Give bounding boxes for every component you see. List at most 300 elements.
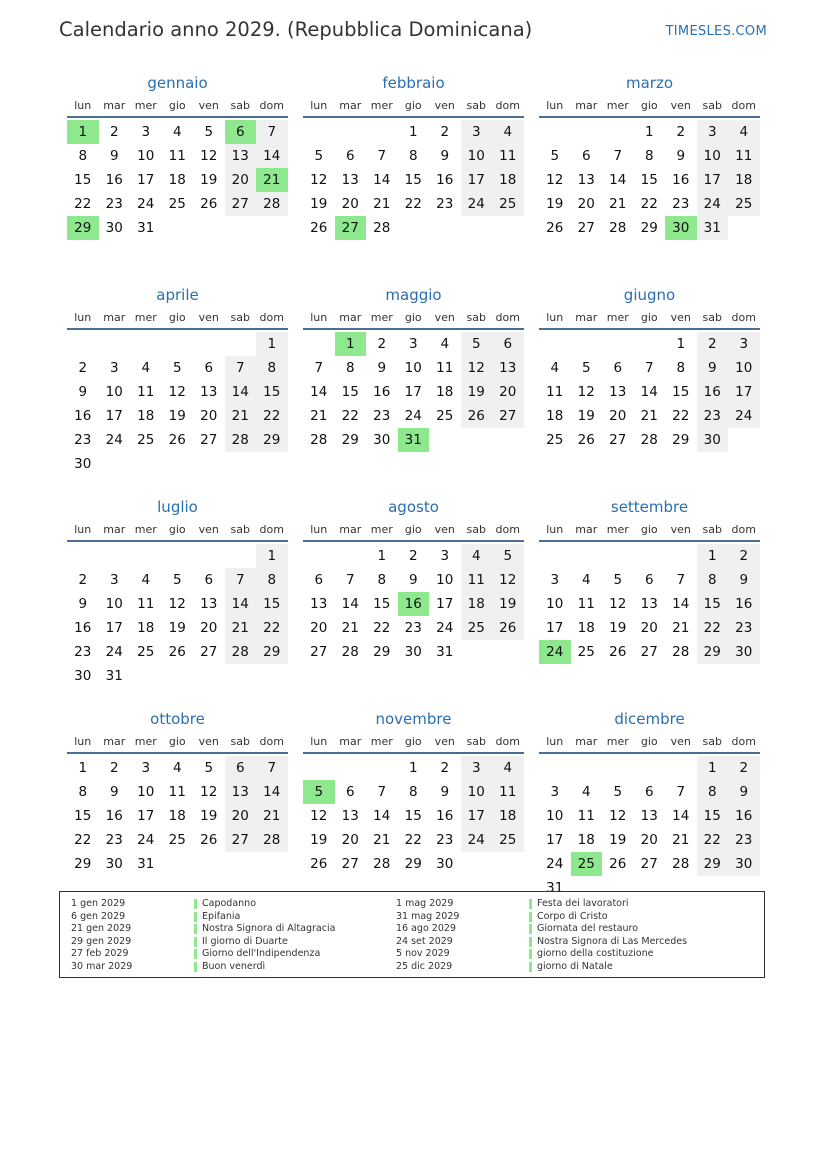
day-cell: 8 [78,784,88,800]
weekend-day: 2 [697,332,729,356]
day-cell: 13 [341,172,359,188]
day-cell: 9 [377,360,387,376]
legend-holiday-name: Nostra Signora di Altagracia [194,923,335,936]
weekend-day: 1 [697,756,729,780]
weekday-label: sab [466,735,486,748]
day-cell: 13 [609,384,627,400]
weekend-day: 15 [256,380,288,404]
day-cell: 28 [609,220,627,236]
legend-holiday-name: Epifania [194,911,335,924]
weekday-label: lun [546,735,564,748]
weekday-header [303,732,524,754]
legend-date: 5 nov 2029 [396,948,450,959]
day-cell: 31 [546,880,564,896]
day-cell: 18 [436,384,454,400]
day-cell: 18 [168,172,186,188]
weekend-day: 1 [697,544,729,568]
empty-cell [634,332,666,356]
legend-holiday-name: giorno della costituzione [529,948,687,961]
day-cell: 6 [644,784,654,800]
empty-cell [602,544,634,568]
weekend-day: 16 [697,380,729,404]
empty-cell [634,756,666,780]
day-cell: 16 [74,408,92,424]
day-cell: 2 [440,124,450,140]
day-cell: 1 [676,336,686,352]
weekend-day: 25 [492,828,524,852]
weekday-label: ven [670,99,691,112]
day-cell: 23 [436,196,454,212]
weekend-day: 10 [461,780,493,804]
day-cell: 20 [640,620,658,636]
holiday-day: 21 [256,168,288,192]
weekend-day: 4 [728,120,760,144]
day-cell: 15 [404,172,422,188]
weekend-day: 15 [697,804,729,828]
weekend-day: 28 [225,428,257,452]
days-grid [539,544,760,664]
weekday-label: dom [731,523,756,536]
weekday-label: lun [546,523,564,536]
empty-cell [634,544,666,568]
weekday-label: gio [168,99,186,112]
weekend-day: 20 [492,380,524,404]
day-cell: 22 [373,620,391,636]
weekend-day: 29 [256,640,288,664]
days-grid [67,544,288,688]
day-cell: 5 [172,572,182,588]
empty-cell [539,332,571,356]
legend-date: 1 mag 2029 [396,898,454,909]
day-cell: 18 [546,408,564,424]
month-name: luglio [157,498,198,516]
day-cell: 14 [640,384,658,400]
day-cell: 5 [613,784,623,800]
weekend-day: 11 [461,568,493,592]
weekday-label: mer [606,311,629,324]
day-cell: 26 [200,196,218,212]
day-cell: 13 [640,808,658,824]
day-cell: 9 [109,784,119,800]
weekday-header [303,308,524,330]
day-cell: 27 [609,432,627,448]
page-title: Calendario anno 2029. (Repubblica Dominicana) [59,18,533,41]
day-cell: 1 [377,548,387,564]
day-cell: 7 [377,784,387,800]
empty-cell [303,120,335,144]
weekend-day: 27 [225,192,257,216]
day-cell: 1 [408,760,418,776]
day-cell: 31 [137,220,155,236]
day-cell: 22 [404,832,422,848]
weekday-label: ven [434,735,455,748]
day-cell: 2 [109,124,119,140]
legend-holiday-name: Giorno dell'Indipendenza [194,948,335,961]
day-cell: 24 [105,432,123,448]
weekend-day: 11 [492,144,524,168]
weekend-day: 9 [697,356,729,380]
weekday-label: ven [198,523,219,536]
day-cell: 28 [672,644,690,660]
month-name: novembre [375,710,452,728]
day-cell: 16 [672,172,690,188]
day-cell: 27 [200,432,218,448]
day-cell: 15 [404,808,422,824]
day-cell: 26 [609,644,627,660]
legend-holiday-name: Capodanno [194,898,335,911]
empty-cell [225,332,257,356]
empty-cell [539,756,571,780]
empty-cell [571,756,603,780]
weekend-day: 27 [492,404,524,428]
weekend-day: 21 [225,404,257,428]
legend-date: 29 gen 2029 [71,935,132,947]
day-cell: 8 [644,148,654,164]
day-cell: 9 [109,148,119,164]
day-cell: 18 [577,620,595,636]
day-cell: 9 [78,384,88,400]
day-cell: 12 [577,384,595,400]
day-cell: 4 [581,784,591,800]
holiday-day: 6 [225,120,257,144]
day-cell: 20 [609,408,627,424]
weekend-day: 4 [492,756,524,780]
weekend-day: 24 [697,192,729,216]
day-cell: 24 [436,620,454,636]
weekday-label: lun [546,99,564,112]
site-link[interactable]: TIMESLES.COM [665,24,767,39]
day-cell: 28 [310,432,328,448]
weekend-day: 16 [728,592,760,616]
legend-dates-col-1 [71,898,132,973]
day-cell: 17 [546,832,564,848]
weekend-day: 26 [461,404,493,428]
day-cell: 30 [105,220,123,236]
weekend-day: 23 [697,404,729,428]
day-cell: 20 [200,408,218,424]
day-cell: 5 [314,148,324,164]
weekday-label: gio [404,99,422,112]
day-cell: 7 [345,572,355,588]
weekend-day: 19 [461,380,493,404]
month-name: settembre [610,498,689,516]
day-cell: 25 [137,644,155,660]
day-cell: 19 [609,832,627,848]
day-cell: 11 [577,808,595,824]
weekday-label: mer [370,99,393,112]
day-cell: 29 [672,432,690,448]
empty-cell [602,120,634,144]
legend-date: 16 ago 2029 [396,923,456,934]
day-cell: 29 [404,856,422,872]
weekend-day: 6 [492,332,524,356]
legend-names-col-1 [194,898,335,973]
weekday-label: dom [495,99,520,112]
empty-cell [162,332,194,356]
day-cell: 9 [440,784,450,800]
weekday-label: mer [370,311,393,324]
weekend-day: 8 [256,356,288,380]
weekday-label: gio [640,311,658,324]
month-febbraio [303,70,524,282]
weekday-label: sab [230,523,250,536]
days-grid [303,120,524,240]
empty-cell [665,544,697,568]
empty-cell [99,544,131,568]
empty-cell [539,544,571,568]
weekend-day: 7 [225,356,257,380]
empty-cell [571,332,603,356]
day-cell: 28 [341,644,359,660]
day-cell: 14 [373,808,391,824]
day-cell: 6 [314,572,324,588]
weekday-label: dom [731,99,756,112]
weekend-day: 22 [256,404,288,428]
day-cell: 22 [672,408,690,424]
weekday-label: sab [466,99,486,112]
day-cell: 23 [373,408,391,424]
weekend-day: 22 [697,828,729,852]
weekend-day: 30 [728,852,760,876]
weekday-label: mar [339,99,362,112]
day-cell: 19 [168,408,186,424]
weekend-day: 21 [225,616,257,640]
day-cell: 14 [672,596,690,612]
month-name: aprile [156,286,199,304]
weekday-header [67,520,288,542]
day-cell: 19 [168,620,186,636]
day-cell: 1 [78,760,88,776]
day-cell: 12 [609,596,627,612]
day-cell: 16 [436,808,454,824]
month-marzo [539,70,760,282]
day-cell: 6 [581,148,591,164]
month-gennaio [67,70,288,282]
weekend-day: 15 [697,592,729,616]
day-cell: 12 [546,172,564,188]
days-grid [67,120,288,240]
weekend-day: 3 [728,332,760,356]
day-cell: 8 [408,148,418,164]
day-cell: 30 [404,644,422,660]
day-cell: 4 [172,124,182,140]
day-cell: 4 [141,572,151,588]
legend-holiday-name: Festa dei lavoratori [529,898,687,911]
holiday-day: 30 [665,216,697,240]
day-cell: 12 [168,384,186,400]
day-cell: 8 [377,572,387,588]
weekend-day: 14 [256,780,288,804]
day-cell: 18 [168,808,186,824]
weekday-label: lun [74,311,92,324]
weekday-label: mar [103,311,126,324]
day-cell: 1 [644,124,654,140]
day-cell: 10 [546,808,564,824]
day-cell: 18 [137,408,155,424]
holiday-legend [59,891,765,978]
weekday-header [67,96,288,118]
weekday-header [539,520,760,542]
weekend-day: 22 [697,616,729,640]
days-grid [303,756,524,876]
weekend-day: 1 [256,544,288,568]
weekday-label: sab [702,735,722,748]
day-cell: 19 [310,196,328,212]
day-cell: 26 [168,644,186,660]
day-cell: 30 [74,456,92,472]
weekend-day: 25 [461,616,493,640]
day-cell: 7 [676,784,686,800]
weekday-label: sab [230,311,250,324]
weekday-label: mar [575,99,598,112]
day-cell: 7 [613,148,623,164]
weekday-label: mar [103,735,126,748]
weekend-day: 24 [461,192,493,216]
weekend-day: 7 [256,120,288,144]
holiday-day: 24 [539,640,571,664]
weekday-label: mer [134,735,157,748]
month-maggio [303,282,524,494]
day-cell: 12 [200,784,218,800]
legend-holiday-name: Nostra Signora di Las Mercedes [529,936,687,949]
empty-cell [130,544,162,568]
month-name: marzo [625,74,674,92]
day-cell: 2 [109,760,119,776]
weekday-label: mar [339,311,362,324]
days-grid [303,544,524,664]
weekend-day: 20 [225,804,257,828]
day-cell: 12 [609,808,627,824]
empty-cell [225,544,257,568]
month-luglio [67,494,288,706]
months-grid [67,70,760,918]
day-cell: 19 [546,196,564,212]
day-cell: 2 [78,360,88,376]
month-agosto [303,494,524,706]
day-cell: 30 [105,856,123,872]
day-cell: 4 [141,360,151,376]
weekday-label: mer [134,523,157,536]
month-name: giugno [623,286,676,304]
weekday-label: ven [198,311,219,324]
days-grid [539,756,760,900]
weekday-label: lun [310,523,328,536]
days-grid [539,120,760,240]
month-name: gennaio [147,74,208,92]
days-grid [303,332,524,452]
day-cell: 17 [546,620,564,636]
day-cell: 6 [204,572,214,588]
day-cell: 7 [314,360,324,376]
weekend-day: 13 [492,356,524,380]
day-cell: 4 [172,760,182,776]
day-cell: 21 [640,408,658,424]
weekday-header [303,520,524,542]
day-cell: 25 [436,408,454,424]
weekend-day: 14 [225,380,257,404]
day-cell: 30 [436,856,454,872]
day-cell: 23 [74,432,92,448]
legend-date: 25 dic 2029 [396,960,453,972]
day-cell: 7 [644,360,654,376]
weekend-day: 31 [697,216,729,240]
weekend-day: 29 [256,428,288,452]
holiday-day: 29 [67,216,99,240]
weekend-day: 23 [728,616,760,640]
weekend-day: 22 [256,616,288,640]
empty-cell [303,332,335,356]
weekend-day: 4 [492,120,524,144]
weekday-label: sab [466,311,486,324]
day-cell: 11 [577,596,595,612]
weekend-day: 8 [697,568,729,592]
holiday-day: 5 [303,780,335,804]
day-cell: 30 [74,668,92,684]
weekend-day: 18 [461,592,493,616]
day-cell: 25 [168,196,186,212]
day-cell: 8 [78,148,88,164]
empty-cell [130,332,162,356]
month-name: maggio [385,286,442,304]
day-cell: 16 [105,172,123,188]
day-cell: 10 [404,360,422,376]
day-cell: 23 [105,832,123,848]
day-cell: 24 [546,856,564,872]
weekend-day: 7 [225,568,257,592]
day-cell: 9 [408,572,418,588]
day-cell: 9 [78,596,88,612]
weekend-day: 14 [256,144,288,168]
day-cell: 31 [137,856,155,872]
weekday-label: gio [168,523,186,536]
weekday-label: mar [339,523,362,536]
weekend-day: 6 [225,756,257,780]
weekend-day: 10 [697,144,729,168]
day-cell: 14 [609,172,627,188]
day-cell: 4 [550,360,560,376]
day-cell: 26 [546,220,564,236]
weekend-day: 17 [697,168,729,192]
legend-date: 24 set 2029 [396,935,453,947]
day-cell: 25 [168,832,186,848]
weekday-label: mar [339,735,362,748]
weekday-label: lun [546,311,564,324]
day-cell: 29 [341,432,359,448]
empty-cell [571,544,603,568]
holiday-day: 27 [335,216,367,240]
weekday-label: mar [103,523,126,536]
day-cell: 18 [137,620,155,636]
weekend-day: 5 [461,332,493,356]
empty-cell [162,544,194,568]
day-cell: 3 [109,572,119,588]
day-cell: 15 [74,172,92,188]
weekday-label: mer [134,99,157,112]
day-cell: 14 [341,596,359,612]
weekend-day: 15 [256,592,288,616]
weekday-label: mar [103,99,126,112]
day-cell: 7 [377,148,387,164]
legend-date: 21 gen 2029 [71,923,132,934]
day-cell: 20 [310,620,328,636]
legend-date: 27 feb 2029 [71,948,129,959]
empty-cell [335,544,367,568]
empty-cell [193,544,225,568]
day-cell: 26 [168,432,186,448]
weekend-day: 24 [728,404,760,428]
weekend-day: 29 [697,852,729,876]
day-cell: 5 [172,360,182,376]
